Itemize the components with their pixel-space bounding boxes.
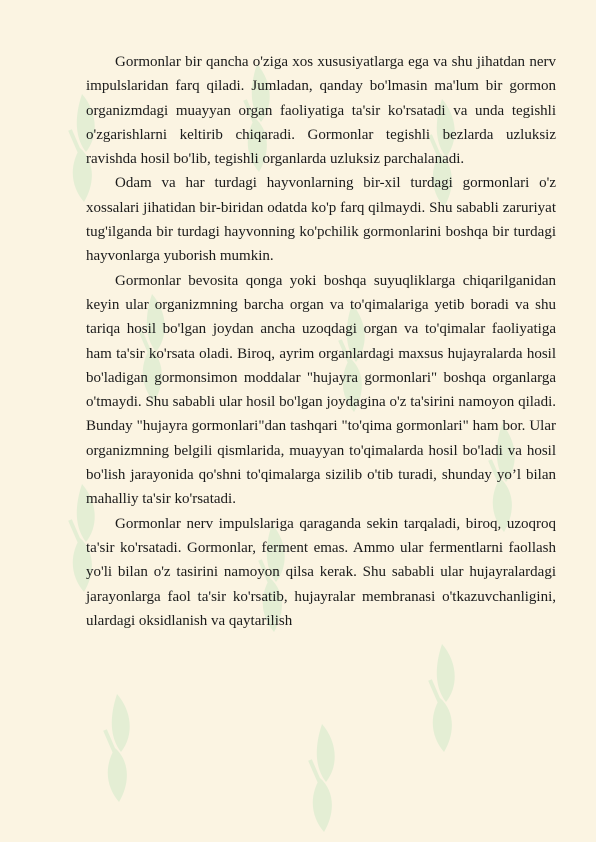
watermark-logo-icon bbox=[95, 690, 139, 810]
watermark-logo-icon bbox=[300, 720, 344, 840]
paragraph: Gormonlar bevosita qonga yoki boshqa suyuqliklarga chiqarilganidan keyin ular organizmning barcha organ va to'qimalariga yetib boradi va shu tariqa hosil bo'lgan joydan ancha uzoqdagi organ va to'qimalar faoliyatiga ham ta'sir ko'rsata oladi. Biroq, ayrim organlardagi maxsus hujayralarda hosil bo'ladigan gormonsimon moddalar "hujayra gormonlari" boshqa organlarga o'tmaydi. Shu sababli ular hosil bo'lgan joydagina o'z ta'sirini namoyon qiladi. Bunday "hujayra gormonlari"dan tashqari "to'qima gormonlari" ham bor. Ular organizmning belgili qismlarida, muayyan to'qimalarda hosil bo'ladi va hosil bo'lish jarayonida qo'shni to'qimalarga sizilib o'tib turadi, shunday yo’l bilan mahalliy ta'sir ko'rsatadi. bbox=[86, 272, 556, 508]
document-body bbox=[86, 50, 556, 633]
paragraph: Gormonlar nerv impulslariga qaraganda sekin tarqaladi, biroq, uzoqroq ta'sir ko'rsatadi. Gormonlar, ferment emas. Ammo ular fermentlarni faollash yo'li bilan o'z tasirini namoyon qilsa kerak. Shu sababli ular hujayralardagi jarayonlarga faol ta'sir ko'rsatib, hujayralar membranasi o'tkazuvchanligini, ulardagi oksidlanish va qaytarilish bbox=[86, 515, 556, 629]
watermark-logo-icon bbox=[420, 640, 464, 760]
paragraph: Gormonlar bir qancha o'ziga xos xususiyatlarga ega va shu jihatdan nerv impulslaridan farq qiladi. Jumladan, qanday bo'lmasin ma'lum bir gormon organizmdagi muayyan organ faoliyatiga ta'sir ko'rsatadi va unda tegishli o'zgarishlarni keltirib chiqaradi. Gormonlar tegishli bezlarda uzluksiz ravishda hosil bo'lib, tegishli organlarda uzluksiz parchalanadi. bbox=[86, 54, 556, 168]
paragraph: Odam va har turdagi hayvonlarning bir-xil turdagi gormonlari o'z xossalari jihatidan bir-biridan odatda ko'p farq qilmaydi. Shu sababli zaruriyat tug'ilganda bir turdagi hayvonning ko'pchilik gormonlarini boshqa bir turdagi hayvonlarga yuborish mumkin. bbox=[86, 175, 556, 265]
